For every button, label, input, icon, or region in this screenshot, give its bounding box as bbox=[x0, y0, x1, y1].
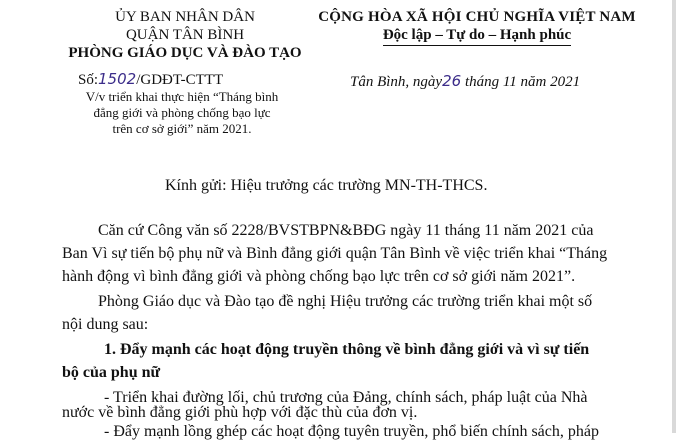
paragraph-1-line-2: Ban Vì sự tiến bộ phụ nữ và Bình đẳng giới quận Tân Bình về việc triển khai “Tháng bbox=[62, 245, 608, 262]
agency-line-2: QUẬN TÂN BÌNH bbox=[125, 27, 245, 43]
section-1-heading-line-2: bộ của phụ nữ bbox=[62, 364, 161, 381]
subject-line-1: V/v triển khai thực hiện “Tháng bình bbox=[85, 89, 279, 104]
recipient-line: Kính gửi: Hiệu trưởng các trường MN-TH-THCS. bbox=[165, 177, 488, 194]
paragraph-2-line-2: nội dung sau: bbox=[62, 316, 149, 333]
document-date bbox=[350, 72, 580, 91]
section-1-heading-line-1: 1. Đẩy mạnh các hoạt động truyền thông về bình đẳng giới và vì sự tiến bbox=[104, 341, 590, 358]
agency-header bbox=[60, 8, 310, 62]
date-handwritten-day: 26 bbox=[442, 72, 462, 90]
bullet-1-line-2: nước về bình đẳng giới phù hợp với đặc thù của đơn vị. bbox=[62, 404, 418, 421]
date-suffix: tháng 11 năm 2021 bbox=[464, 74, 581, 90]
paragraph-2-line-1: Phòng Giáo dục và Đào tạo đề nghị Hiệu trưởng các trường triển khai một số bbox=[98, 293, 593, 310]
national-title: CỘNG HÒA XÃ HỘI CHỦ NGHĨA VIỆT NAM bbox=[318, 9, 636, 25]
subject-line-2: đẳng giới và phòng chống bạo lực bbox=[93, 105, 271, 120]
document-number bbox=[78, 70, 223, 89]
paragraph-1-line-3: hành động vì bình đẳng giới và phòng chống bạo lực trên cơ sở giới năm 2021”. bbox=[62, 268, 576, 285]
agency-line-3: PHÒNG GIÁO DỤC VÀ ĐÀO TẠO bbox=[68, 45, 302, 61]
so-suffix: /GDĐT-CTTT bbox=[136, 72, 224, 88]
subject-summary bbox=[62, 89, 302, 137]
so-prefix: Số: bbox=[78, 72, 99, 88]
bullet-2-line-1: - Đẩy mạnh lồng ghép các hoạt động tuyên truyền, phổ biến chính sách, pháp bbox=[104, 423, 599, 440]
national-motto: Độc lập – Tự do – Hạnh phúc bbox=[383, 26, 571, 46]
agency-line-1: ỦY BAN NHÂN DÂN bbox=[115, 9, 255, 25]
page-edge bbox=[672, 0, 676, 433]
so-handwritten-number: 1502 bbox=[98, 70, 137, 88]
national-header bbox=[318, 8, 636, 46]
date-prefix: Tân Bình, ngày bbox=[350, 74, 443, 90]
paragraph-1-line-1: Căn cứ Công văn số 2228/BVSTBPN&BĐG ngày 11 tháng 11 năm 2021 của bbox=[98, 222, 594, 239]
bullet-1-line-1: - Triển khai đường lối, chủ trương của Đảng, chính sách, pháp luật của Nhà bbox=[104, 389, 588, 406]
subject-line-3: trên cơ sở giới” năm 2021. bbox=[112, 121, 252, 136]
